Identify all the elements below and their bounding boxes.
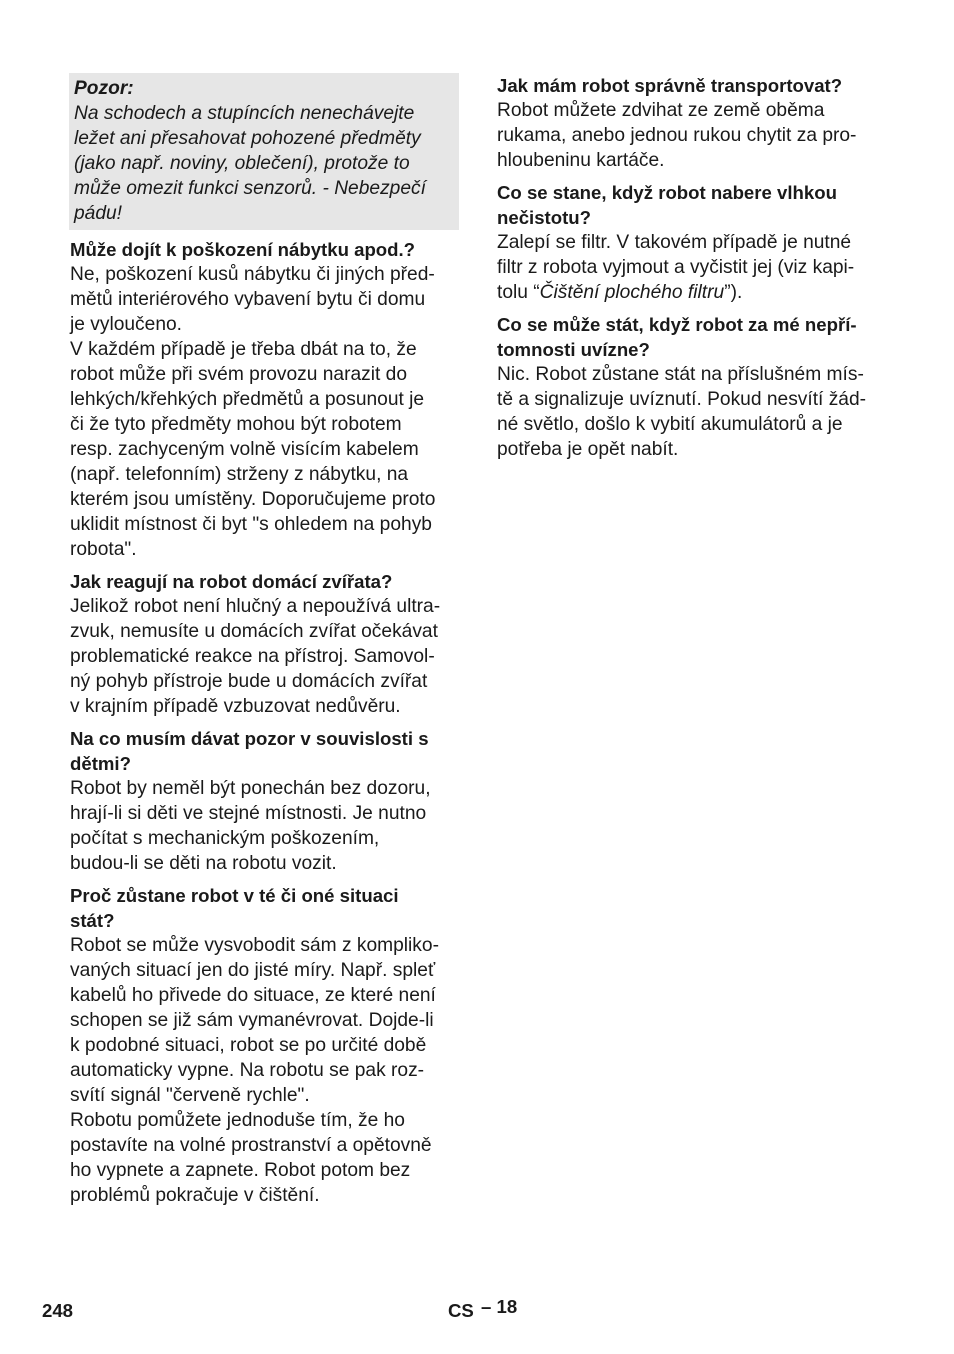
faq-answer-line: k podobné situaci, robot se po určité době — [70, 1035, 427, 1056]
language-code: CS — [448, 1300, 474, 1321]
faq-section — [497, 312, 889, 462]
faq-answer-line: hloubeninu kartáče. — [497, 150, 665, 171]
faq-answer-line: uklidit místnost či byt "s ohledem na pohyb — [70, 514, 432, 535]
faq-section — [70, 883, 459, 1208]
faq-answer-line — [497, 280, 889, 305]
section-page-number: – 18 — [481, 1296, 518, 1317]
faq-answer-line: budou-li se děti na robotu vozit. — [70, 853, 337, 874]
warning-line: ležet ani přesahovat pohozené předměty — [74, 128, 421, 149]
faq-answer-line: zvuk, nemusíte u domácích zvířat očekávat — [70, 621, 438, 642]
chapter-reference: Čištění plochého filtru — [539, 282, 725, 303]
faq-answer-line: filtr z robota vyjmout a vyčistit jej (viz kapi- — [497, 257, 855, 278]
faq-answer-line: problematické reakce na přístroj. Samovol- — [70, 646, 435, 667]
faq-question: Na co musím dávat pozor v souvislosti s — [70, 728, 429, 749]
faq-answer-line: problémů pokračuje v čištění. — [70, 1185, 320, 1206]
faq-question: Může dojít k poškození nábytku apod.? — [70, 239, 416, 260]
faq-answer-line: Robot můžete zdvihat ze země oběma — [497, 100, 825, 121]
faq-answer-line: Nic. Robot zůstane stát na příslušném mís- — [497, 364, 864, 385]
faq-question: Jak reagují na robot domácí zvířata? — [70, 571, 393, 592]
faq-answer-line: potřeba je opět nabít. — [497, 439, 679, 460]
faq-answer-line: robot může při svém provozu narazit do — [70, 364, 407, 385]
faq-answer-line: Robot by neměl být ponechán bez dozoru, — [70, 778, 431, 799]
faq-section — [70, 237, 459, 562]
faq-answer-line: mětů interiérového vybavení bytu či domu — [70, 289, 426, 310]
faq-question: stát? — [70, 910, 115, 931]
warning-line: může omezit funkci senzorů. - Nebezpečí — [74, 178, 426, 199]
right-column — [497, 73, 889, 462]
faq-answer-line: né světlo, došlo k vybití akumulátorů a je — [497, 414, 843, 435]
warning-title: Pozor: — [74, 78, 134, 99]
left-column — [70, 73, 459, 1208]
faq-answer-line: schopen se již sám vymanévrovat. Dojde-li — [70, 1010, 434, 1031]
faq-answer-line: vaných situací jen do jisté míry. Např. spleť — [70, 960, 436, 981]
reference-suffix: ”). — [724, 282, 743, 303]
faq-section — [497, 180, 889, 305]
faq-answer-line: (např. telefonním) strženy z nábytku, na — [70, 464, 409, 485]
warning-line: Na schodech a stupíncích nenechávejte — [74, 103, 415, 124]
faq-answer-line: je vyloučeno. — [70, 314, 182, 335]
reference-prefix: tolu “ — [497, 282, 540, 303]
faq-answer-line: rukama, anebo jednou rukou chytit za pro- — [497, 125, 857, 146]
faq-answer-line: kterém jsou umístěny. Doporučujeme proto — [70, 489, 436, 510]
faq-answer-line: V každém případě je třeba dbát na to, že — [70, 339, 417, 360]
right-sections — [497, 73, 889, 462]
faq-answer-line: ný pohyb přístroje bude u domácích zvířat — [70, 671, 428, 692]
faq-answer-line: resp. zachyceným volně visícím kabelem — [70, 439, 419, 460]
warning-line: (jako např. noviny, oblečení), protože to — [74, 153, 410, 174]
faq-question: Proč zůstane robot v té či oné situaci — [70, 885, 399, 906]
faq-answer-line: robota". — [70, 539, 137, 560]
faq-answer-line: automaticky vypne. Na robotu se pak roz- — [70, 1060, 425, 1081]
faq-answer-line: hrají-li si děti ve stejné místnosti. Je nutno — [70, 803, 427, 824]
faq-question: nečistotu? — [497, 207, 592, 228]
faq-answer-line: kabelů ho přivede do situace, ze které není — [70, 985, 436, 1006]
faq-answer-line: v krajním případě vzbuzovat nedůvěru. — [70, 696, 401, 717]
left-sections — [70, 237, 459, 1208]
faq-answer-line: lehkých/křehkých předmětů a posunout je — [70, 389, 425, 410]
faq-question: tomnosti uvízne? — [497, 339, 650, 360]
faq-section — [70, 569, 459, 719]
warning-line: pádu! — [74, 203, 123, 224]
faq-answer-line: Zalepí se filtr. V takovém případě je nutné — [497, 232, 852, 253]
faq-answer-line: počítat s mechanickým poškozením, — [70, 828, 380, 849]
faq-answer-line: Robot se může vysvobodit sám z kompliko- — [70, 935, 439, 956]
warning-box — [69, 73, 459, 230]
faq-question: Co se stane, když robot nabere vlhkou — [497, 182, 837, 203]
faq-answer-line: postavíte na volné prostranství a opětovně — [70, 1135, 432, 1156]
page-number: 248 — [42, 1300, 74, 1321]
faq-answer-line: tě a signalizuje uvíznutí. Pokud nesvítí žád- — [497, 389, 867, 410]
faq-answer-line: Jelikož robot není hlučný a nepoužívá ultra- — [70, 596, 441, 617]
faq-question: dětmi? — [70, 753, 131, 774]
faq-answer-line: či že tyto předměty mohou být robotem — [70, 414, 402, 435]
faq-answer-line: Ne, poškození kusů nábytku či jiných před- — [70, 264, 435, 285]
faq-answer-line: ho vypnete a zapnete. Robot potom bez — [70, 1160, 411, 1181]
faq-question: Co se může stát, když robot za mé nepří- — [497, 314, 857, 335]
faq-answer-line: svítí signál "červeně rychle". — [70, 1085, 310, 1106]
faq-section — [70, 726, 459, 876]
faq-section — [497, 73, 889, 173]
faq-question: Jak mám robot správně transportovat? — [497, 75, 843, 96]
faq-answer-line: Robotu pomůžete jednoduše tím, že ho — [70, 1110, 405, 1131]
